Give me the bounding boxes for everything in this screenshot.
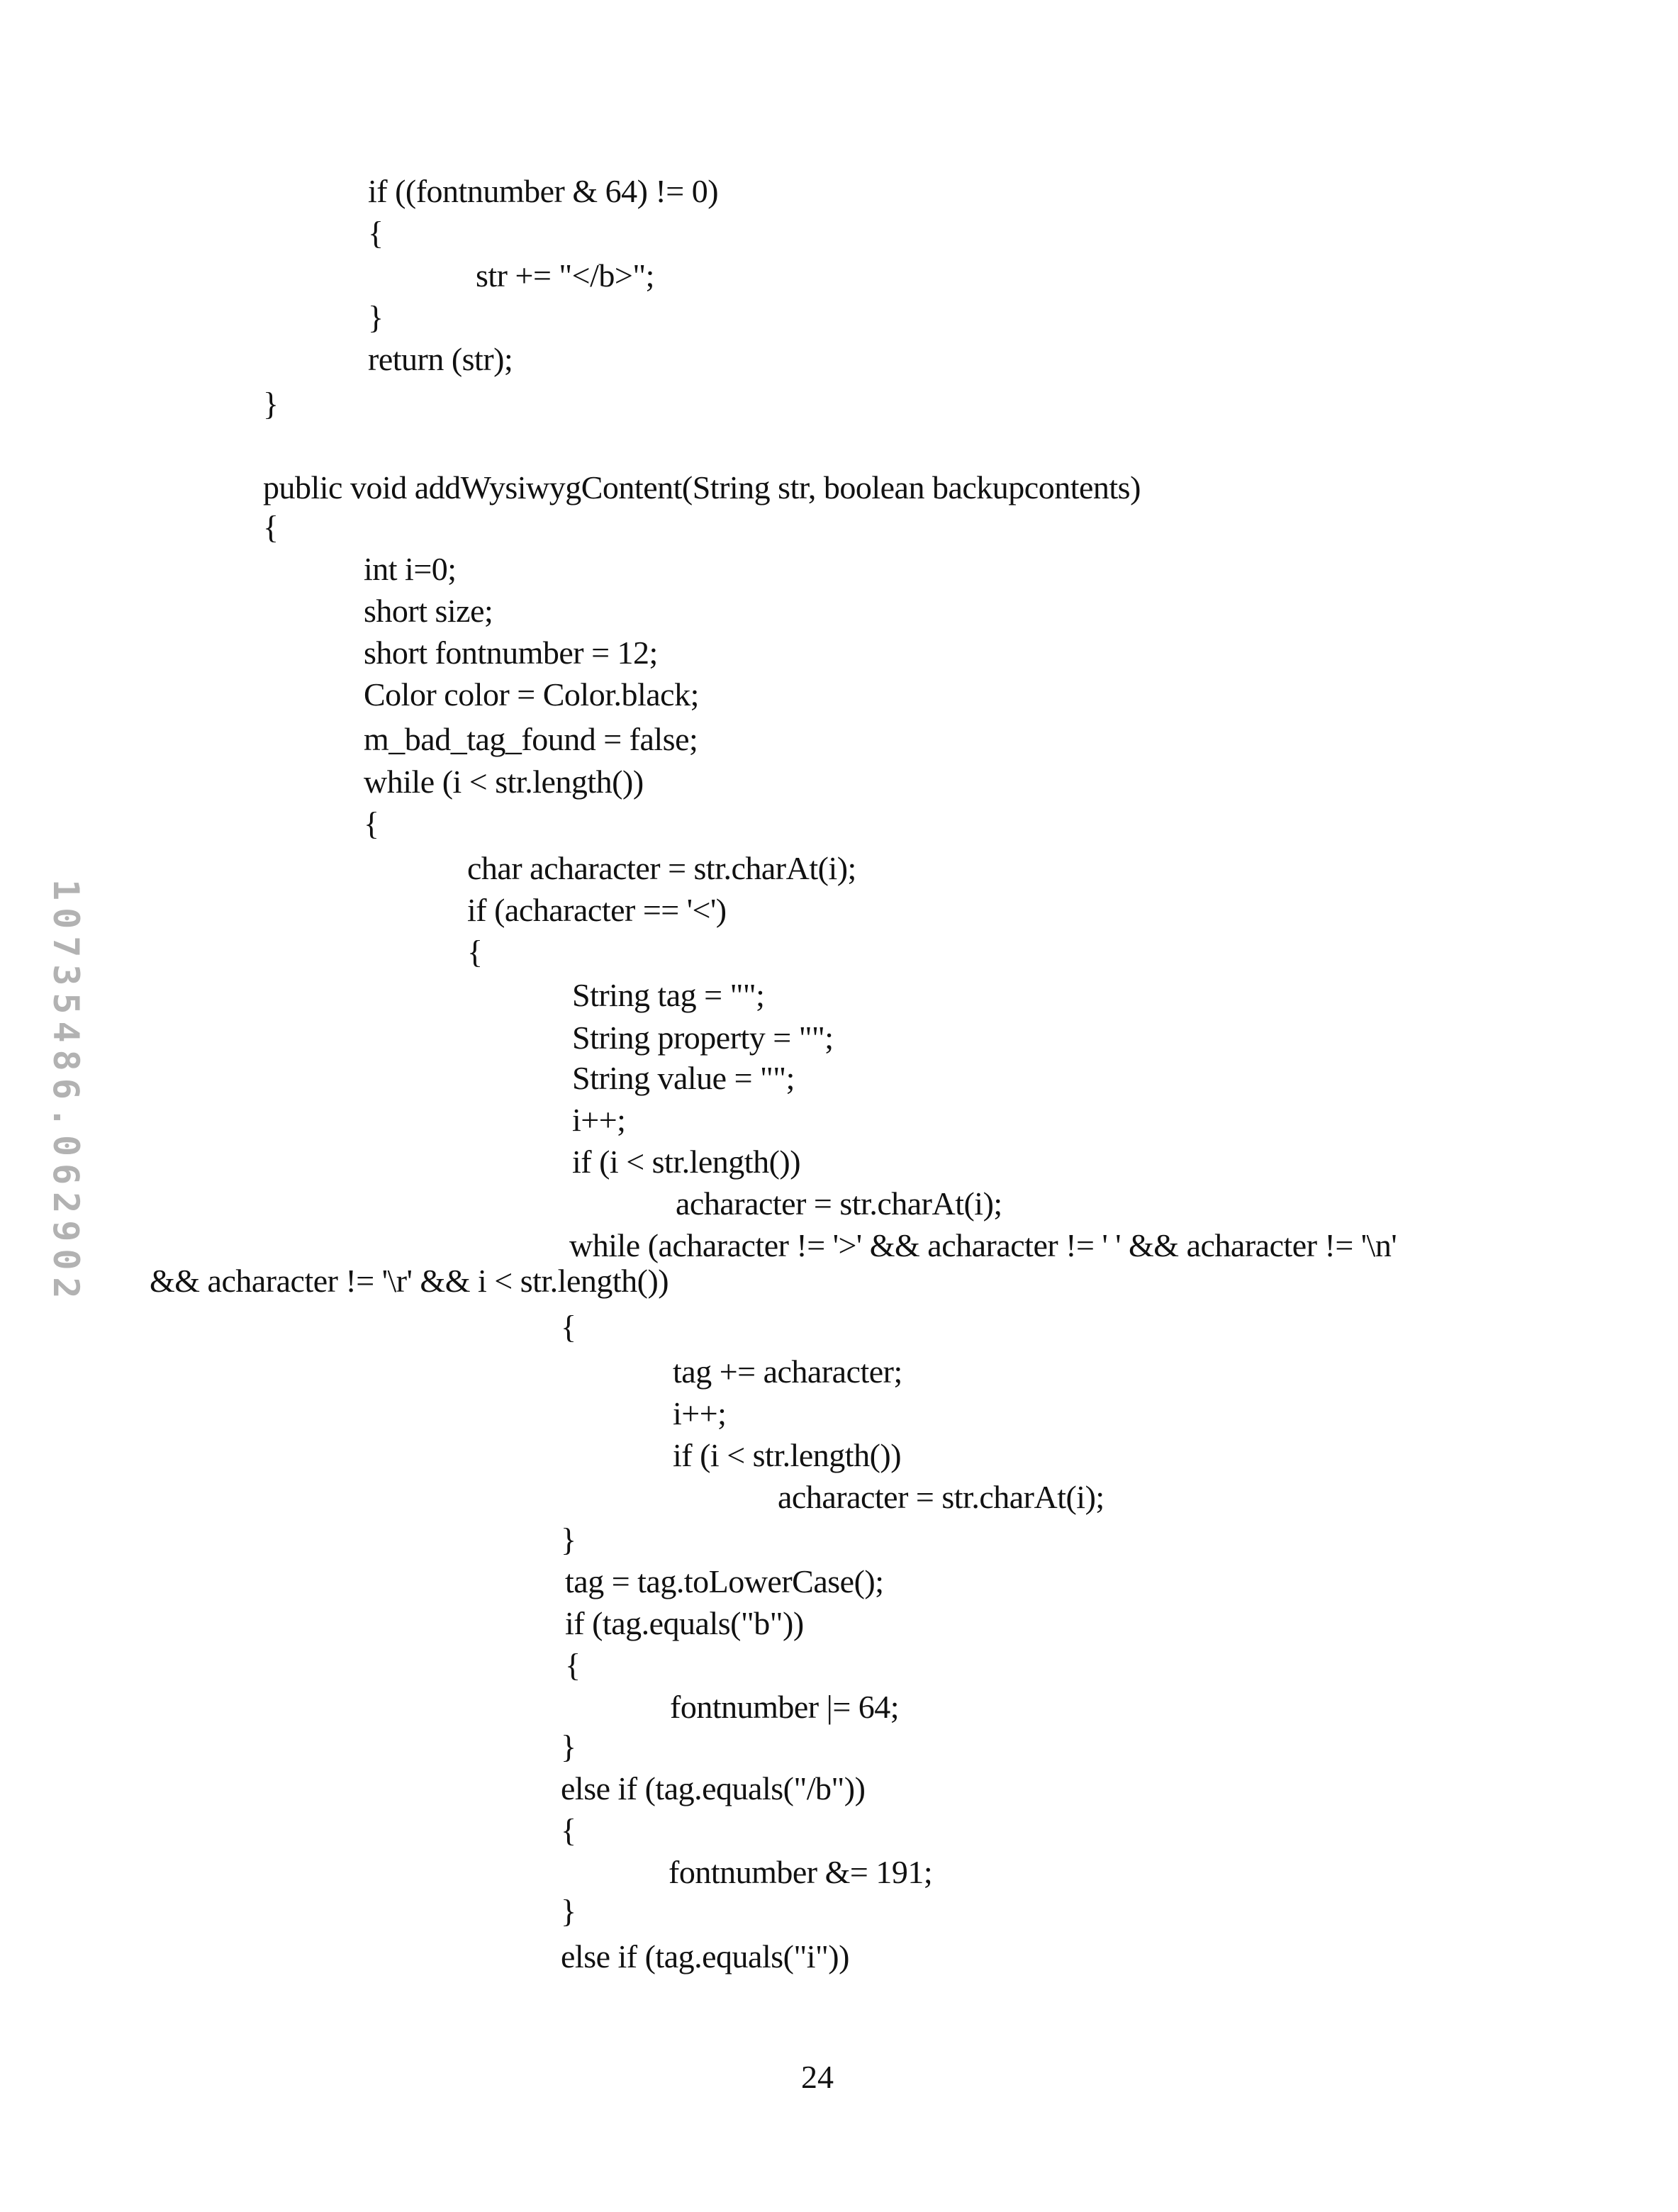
code-line: return (str); xyxy=(368,340,513,379)
code-line: } xyxy=(561,1727,576,1767)
code-line: { xyxy=(467,932,483,972)
code-line: { xyxy=(561,1307,576,1347)
code-line: if (acharacter == '<') xyxy=(467,890,727,930)
code-line: acharacter = str.charAt(i); xyxy=(676,1184,1002,1224)
code-line: i++; xyxy=(572,1100,625,1140)
code-line: String value = ""; xyxy=(572,1058,795,1098)
code-line: if (i < str.length()) xyxy=(673,1436,901,1475)
code-line: } xyxy=(561,1892,576,1931)
code-line: while (i < str.length()) xyxy=(364,762,644,802)
code-line: short fontnumber = 12; xyxy=(364,633,658,673)
code-line: if (tag.equals("b")) xyxy=(565,1604,804,1643)
code-line: { xyxy=(368,213,384,253)
code-line: str += "</b>"; xyxy=(476,256,654,296)
code-line: else if (tag.equals("i")) xyxy=(561,1937,849,1977)
code-line: public void addWysiwygContent(String str, boolean backupcontents) xyxy=(263,468,1141,508)
code-line: if (i < str.length()) xyxy=(572,1142,800,1182)
code-line: int i=0; xyxy=(364,549,457,589)
code-line: tag = tag.toLowerCase(); xyxy=(565,1562,884,1602)
code-line: fontnumber &= 191; xyxy=(669,1853,932,1892)
code-line: char acharacter = str.charAt(i); xyxy=(467,849,856,888)
code-line: if ((fontnumber & 64) != 0) xyxy=(368,172,718,211)
code-line: Color color = Color.black; xyxy=(364,675,699,715)
code-line: else if (tag.equals("/b")) xyxy=(561,1769,865,1809)
code-line: fontnumber |= 64; xyxy=(670,1687,899,1727)
code-line: } xyxy=(368,298,384,337)
code-line: tag += acharacter; xyxy=(673,1352,902,1392)
code-line: short size; xyxy=(364,591,493,631)
code-line: String property = ""; xyxy=(572,1018,834,1058)
code-line: } xyxy=(263,384,279,424)
code-line: && acharacter != '\r' && i < str.length()) xyxy=(150,1261,669,1301)
code-line: i++; xyxy=(673,1394,726,1434)
code-line: { xyxy=(565,1646,581,1685)
code-line: { xyxy=(561,1811,576,1850)
code-line: String tag = ""; xyxy=(572,976,764,1015)
code-line: { xyxy=(263,508,279,547)
code-line: m_bad_tag_found = false; xyxy=(364,720,698,759)
document-id-stamp xyxy=(44,879,86,1460)
code-line: while (acharacter != '>' && acharacter != ' ' && acharacter != '\n' xyxy=(569,1226,1397,1266)
code-line: } xyxy=(561,1520,576,1560)
stamp-text: 10735486.062902 xyxy=(45,879,86,1306)
code-line: acharacter = str.charAt(i); xyxy=(778,1478,1104,1517)
page-number: 24 xyxy=(801,2058,834,2096)
code-line: { xyxy=(364,804,379,844)
